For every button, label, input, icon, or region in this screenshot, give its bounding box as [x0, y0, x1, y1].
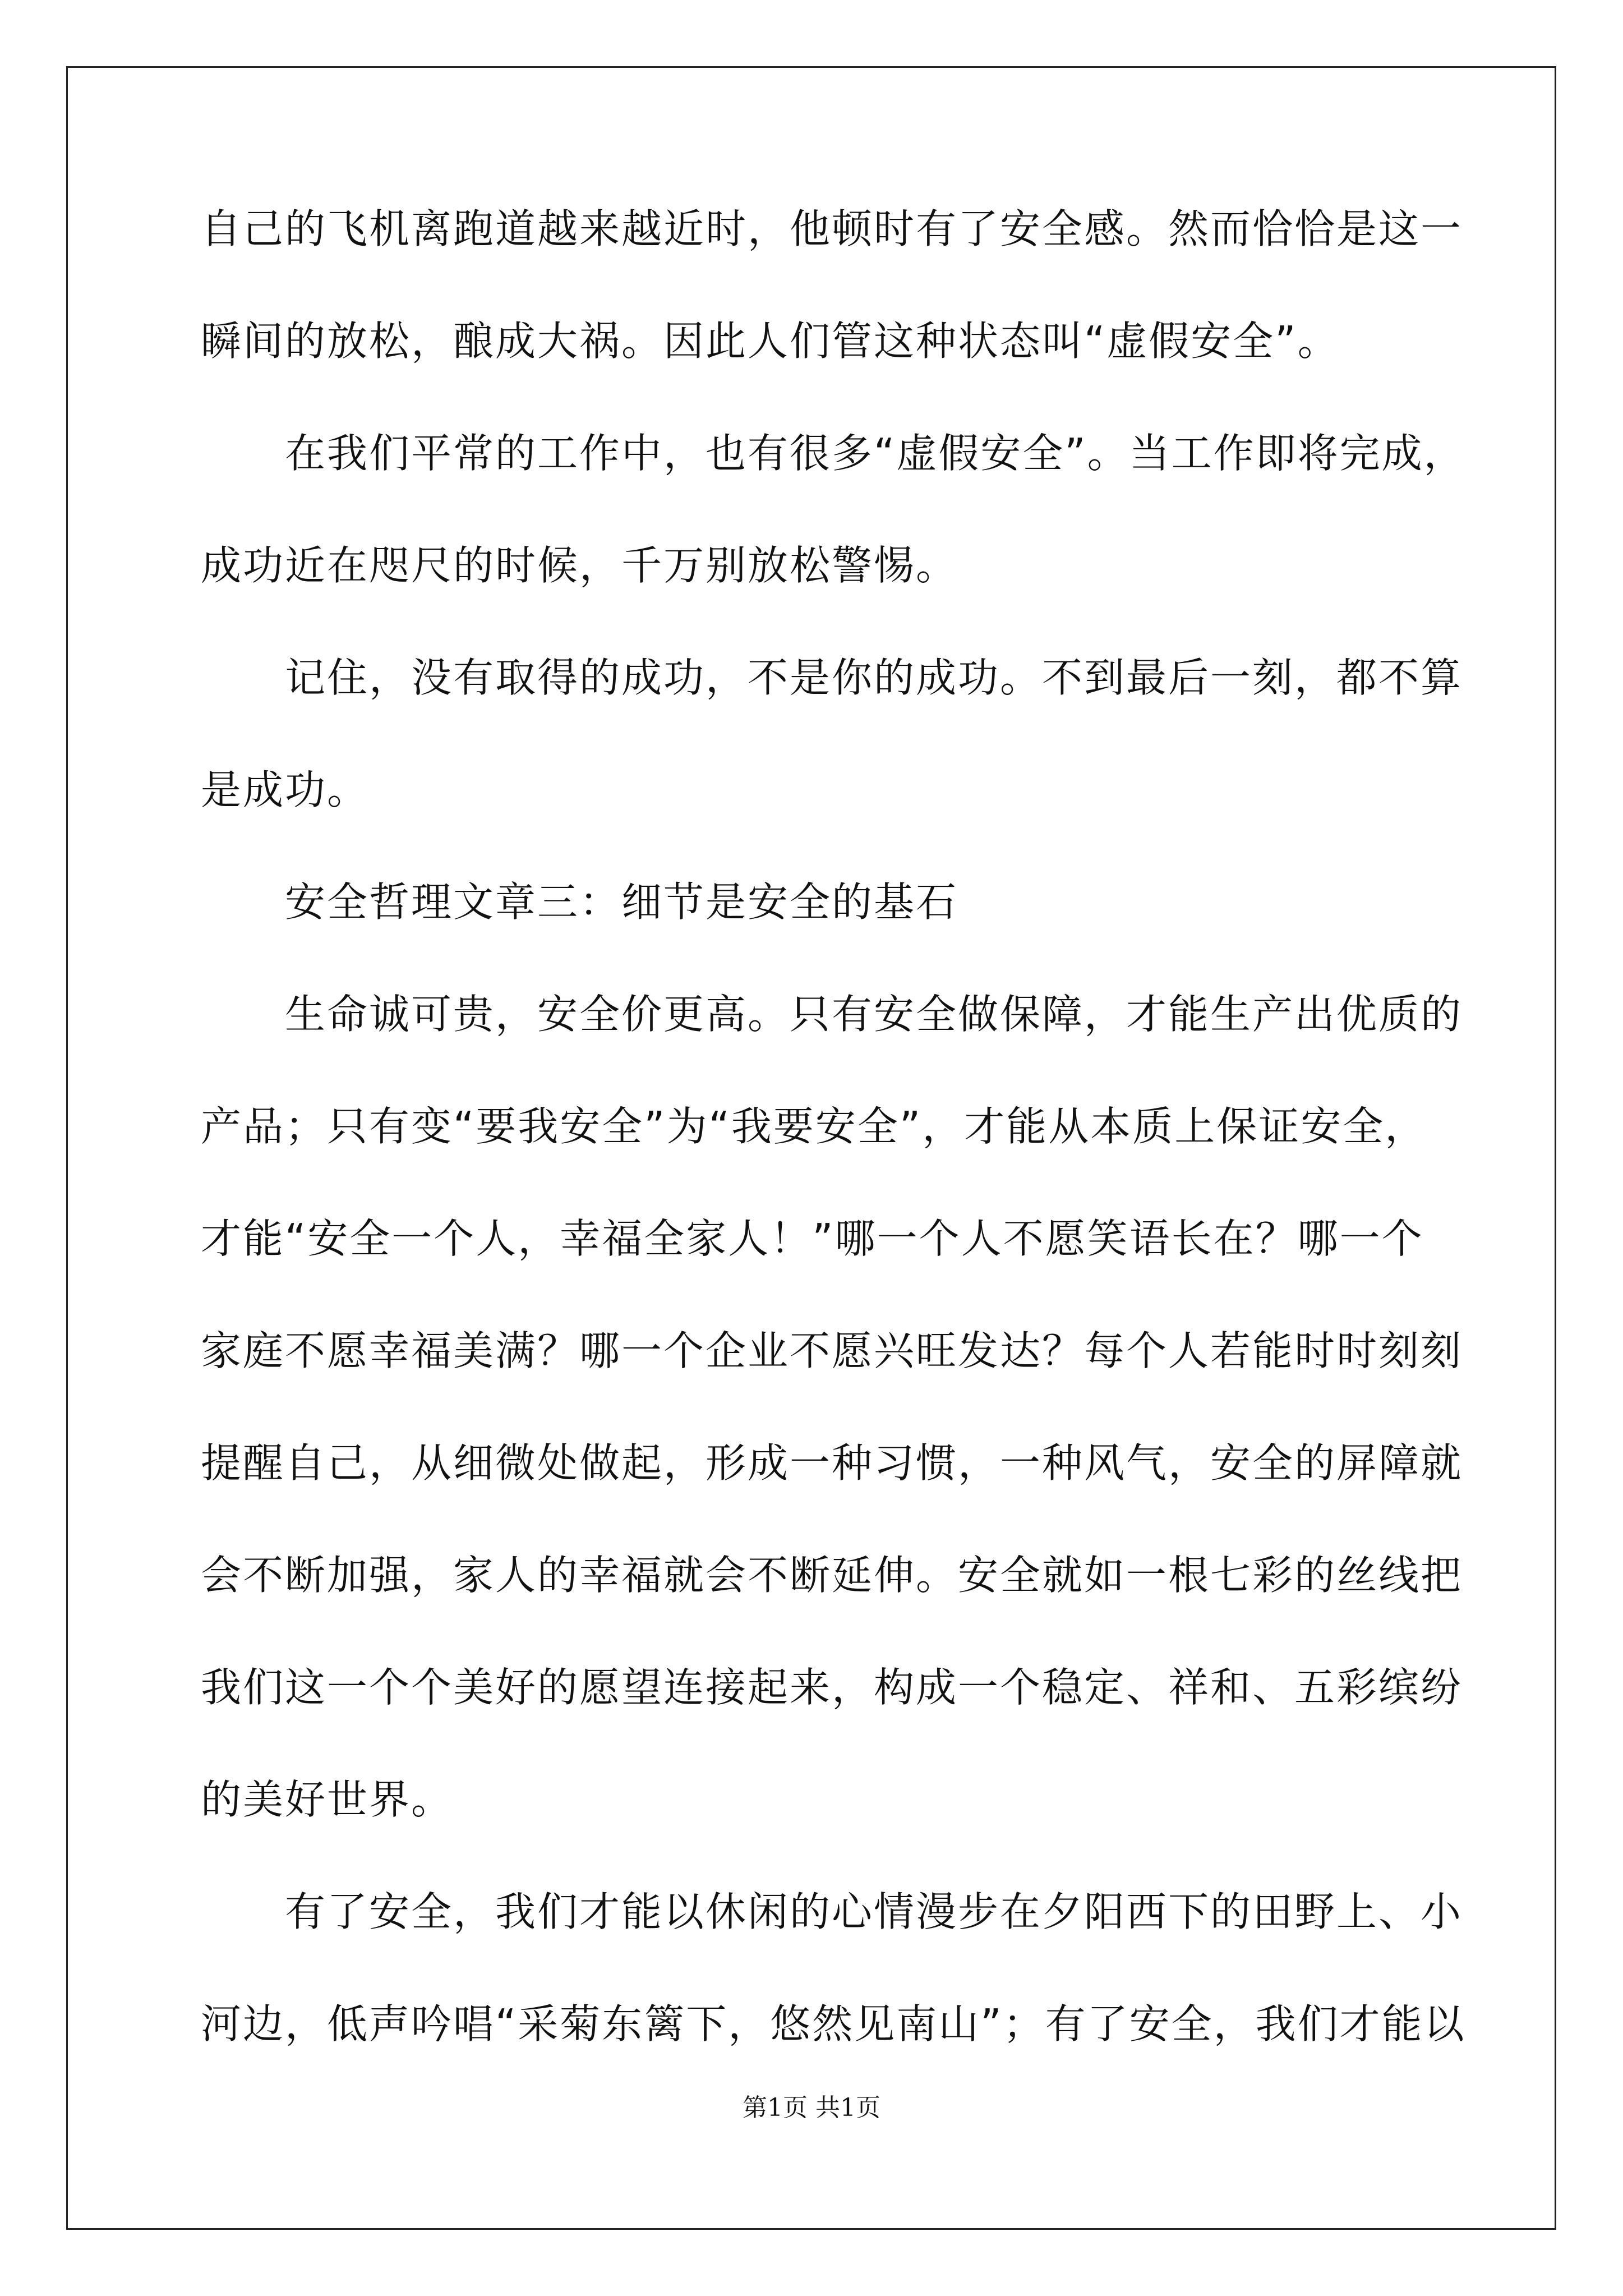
text-line: 是成功。: [201, 766, 370, 813]
text-line: 河边，低声吟唱“采菊东篱下，悠然见南山”；有了安全，我们才能以: [201, 2000, 1466, 2047]
paragraph-first-line: 在我们平常的工作中，也有很多“虚假安全”。当工作即将完成，: [285, 430, 1466, 477]
text-line: 提醒自己，从细微处做起，形成一种习惯，一种风气，安全的屏障就: [201, 1439, 1463, 1487]
text-line: 产品；只有变“要我安全”为“我要安全”，才能从本质上保证安全，: [201, 1103, 1427, 1150]
text-line: 成功近在咫尺的时候，千万别放松警惕。: [201, 542, 958, 589]
text-line: 的美好世界。: [201, 1776, 454, 1823]
text-line: 我们这一个个美好的愿望连接起来，构成一个稳定、祥和、五彩缤纷: [201, 1664, 1463, 1711]
text-line: 瞬间的放松，酿成大祸。因此人们管这种状态叫“虚假安全”。: [201, 318, 1340, 365]
text-line: 家庭不愿幸福美满？哪一个企业不愿兴旺发达？每个人若能时时刻刻: [201, 1327, 1463, 1374]
section-heading: 安全哲理文章三：细节是安全的基石: [285, 878, 958, 926]
paragraph-first-line: 记住，没有取得的成功，不是你的成功。不到最后一刻，都不算: [285, 654, 1463, 701]
text-line: 会不断加强，家人的幸福就会不断延伸。安全就如一根七彩的丝线把: [201, 1552, 1463, 1599]
paragraph-first-line: 生命诚可贵，安全价更高。只有安全做保障，才能生产出优质的: [285, 991, 1463, 1038]
page-footer: 第1页 共1页: [743, 2093, 880, 2122]
document-body: [201, 201, 1466, 2052]
paragraph-first-line: 有了安全，我们才能以休闲的心情漫步在夕阳西下的田野上、小: [285, 1888, 1463, 1935]
text-line: 自己的飞机离跑道越来越近时，他顿时有了安全感。然而恰恰是这一: [201, 205, 1463, 252]
text-line: 才能“安全一个人，幸福全家人！”哪一个人不愿笑语长在？哪一个: [201, 1215, 1424, 1262]
